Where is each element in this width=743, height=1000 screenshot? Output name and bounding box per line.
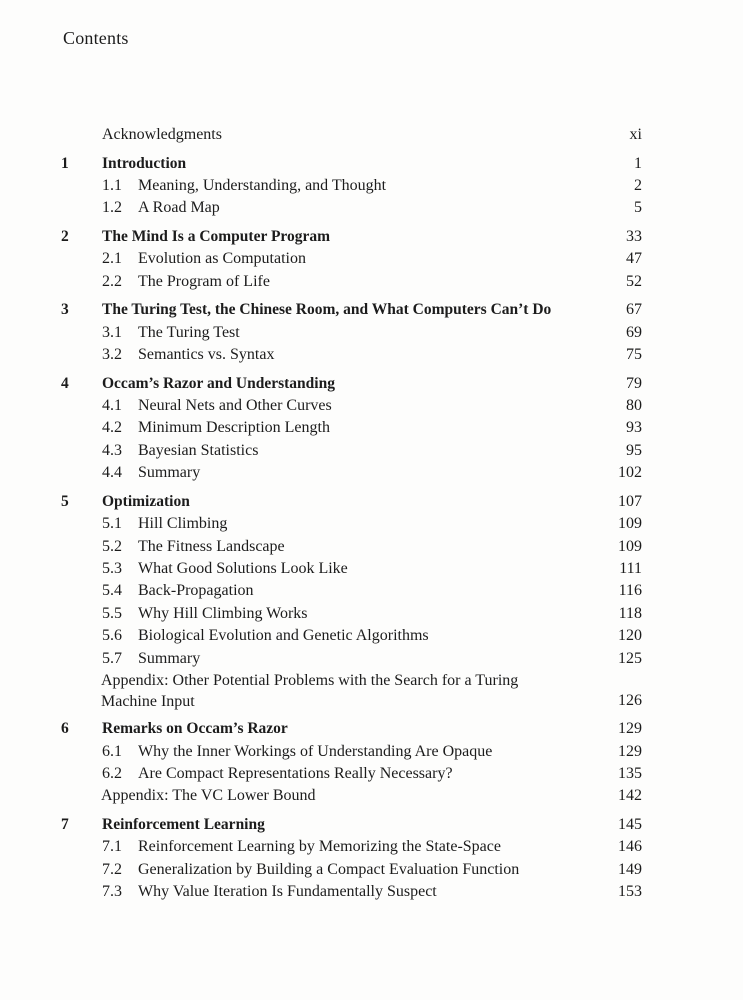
section-title: A Road Map: [138, 199, 220, 217]
title-line: Appendix: The VC Lower Bound: [101, 787, 316, 805]
entry-title: [102, 513, 227, 535]
toc-entry-section: [0, 197, 743, 219]
toc-entry-section: [0, 344, 743, 366]
section-title: Neural Nets and Other Curves: [138, 397, 332, 415]
section-title: The Program of Life: [138, 272, 270, 290]
entry-title: [102, 462, 200, 484]
page-number: 80: [626, 397, 642, 415]
entry-title: [102, 271, 270, 293]
entry-title: [102, 153, 186, 175]
entry-title: [102, 373, 335, 395]
section-title: Are Compact Representations Really Necessary?: [138, 764, 453, 782]
section-number: 2.2: [102, 272, 122, 290]
title-line: Optimization: [102, 492, 190, 510]
section-number: 3.1: [102, 323, 122, 341]
section-number: 5.6: [102, 627, 122, 645]
page-number: 135: [618, 764, 642, 782]
page-number: 79: [626, 374, 642, 392]
section-number: 6.1: [102, 742, 122, 760]
section-number: 2.1: [102, 250, 122, 268]
page-number: 1: [634, 154, 642, 172]
page-number: 93: [626, 419, 642, 437]
section-title: Biological Evolution and Genetic Algorithms: [138, 627, 429, 645]
toc-entry-appendix: [0, 785, 743, 807]
section-number: 5.5: [102, 604, 122, 622]
chapter-number: 2: [61, 227, 69, 245]
toc-entry-front: [0, 124, 743, 146]
page-number: 146: [618, 838, 642, 856]
toc-entry-section: [0, 648, 743, 670]
entry-title: [101, 670, 518, 712]
section-number: 5.3: [102, 559, 122, 577]
page-number: 120: [618, 627, 642, 645]
page-number: 153: [618, 883, 642, 901]
entry-title: [102, 603, 308, 625]
title-line: Appendix: Other Potential Problems with the Search for a Turing: [101, 671, 519, 689]
section-number: 1.2: [102, 199, 122, 217]
section-title: The Fitness Landscape: [138, 537, 285, 555]
title-line: Introduction: [102, 154, 187, 172]
page-number: 109: [618, 537, 642, 555]
entry-title: [102, 718, 288, 740]
page-number: 47: [626, 250, 642, 268]
page-number: 145: [618, 815, 642, 833]
page-number: 129: [618, 742, 642, 760]
toc-entry-section: [0, 558, 743, 580]
toc-entry-section: [0, 395, 743, 417]
section-number: 5.2: [102, 537, 122, 555]
section-title: The Turing Test: [138, 323, 240, 341]
page-number: 125: [618, 649, 642, 667]
section-title: Back-Propagation: [138, 582, 254, 600]
entry-title: [102, 175, 386, 197]
section-title: Why the Inner Workings of Understanding Are Opaque: [138, 742, 493, 760]
entry-title: [102, 763, 453, 785]
title-line: Reinforcement Learning: [102, 815, 265, 833]
section-number: 4.1: [102, 397, 122, 415]
page-number: 75: [626, 346, 642, 364]
entry-title: [102, 248, 306, 270]
entry-title: [102, 536, 285, 558]
section-number: 4.3: [102, 441, 122, 459]
toc-entry-chapter: [0, 153, 743, 175]
entry-title: [102, 625, 429, 647]
section-title: Generalization by Building a Compact Evaluation Function: [138, 860, 520, 878]
toc-entry-section: [0, 859, 743, 881]
section-title: Evolution as Computation: [138, 250, 306, 268]
section-number: 1.1: [102, 176, 122, 194]
entry-title: [102, 417, 330, 439]
entry-title: [102, 648, 200, 670]
title-line: Acknowledgments: [102, 126, 222, 143]
section-title: Reinforcement Learning by Memorizing the State-Space: [138, 838, 501, 856]
entry-title: [102, 322, 240, 344]
page-number: xi: [629, 126, 642, 143]
section-title: Bayesian Statistics: [138, 441, 259, 459]
toc-entry-section: [0, 836, 743, 858]
entry-title: [102, 344, 274, 366]
toc-entry-chapter: [0, 718, 743, 740]
section-number: 7.1: [102, 838, 122, 856]
page-number: 109: [618, 515, 642, 533]
toc-entry-section: [0, 271, 743, 293]
page-number: 126: [618, 691, 642, 709]
page-number: 102: [618, 464, 642, 482]
page-number: 33: [626, 227, 642, 245]
title-line: The Mind Is a Computer Program: [102, 227, 331, 245]
entry-title: [102, 814, 265, 836]
page-number: 107: [618, 492, 642, 510]
title-line: Occam’s Razor and Understanding: [102, 374, 335, 392]
toc-entry-section: [0, 248, 743, 270]
page-number: 118: [618, 604, 642, 622]
page-number: 116: [618, 582, 642, 600]
page-number: 95: [626, 441, 642, 459]
table-of-contents: [0, 124, 743, 903]
toc-entry-chapter: [0, 373, 743, 395]
page-number: 52: [626, 272, 642, 290]
section-number: 3.2: [102, 346, 122, 364]
toc-entry-chapter: [0, 491, 743, 513]
toc-entry-appendix: [0, 670, 743, 712]
section-title: Summary: [138, 649, 201, 667]
toc-entry-section: [0, 603, 743, 625]
entry-title: [102, 859, 519, 881]
toc-entry-chapter: [0, 226, 743, 248]
toc-entry-chapter: [0, 299, 743, 321]
entry-title: [102, 197, 220, 219]
section-number: 5.7: [102, 649, 122, 667]
chapter-number: 7: [61, 815, 69, 833]
title-line: The Turing Test, the Chinese Room, and What Computers Can’t Do: [102, 301, 552, 319]
entry-title: [102, 299, 551, 321]
chapter-number: 3: [61, 301, 69, 319]
page-number: 142: [618, 787, 642, 805]
entry-title: [102, 491, 190, 513]
entry-title: [102, 395, 332, 417]
section-number: 4.2: [102, 419, 122, 437]
toc-entry-section: [0, 462, 743, 484]
toc-entry-section: [0, 881, 743, 903]
section-title: Why Value Iteration Is Fundamentally Suspect: [138, 883, 437, 901]
section-number: 5.4: [102, 582, 122, 600]
section-title: Why Hill Climbing Works: [138, 604, 308, 622]
page-number: 2: [634, 176, 642, 194]
section-number: 7.2: [102, 860, 122, 878]
title-line-continued: Machine Input: [101, 692, 195, 710]
chapter-number: 5: [61, 492, 69, 510]
entry-title: [102, 440, 258, 462]
toc-entry-section: [0, 741, 743, 763]
toc-entry-section: [0, 580, 743, 602]
chapter-number: 1: [61, 154, 69, 172]
entry-title: [102, 580, 254, 602]
section-title: What Good Solutions Look Like: [138, 559, 348, 577]
section-title: Summary: [138, 464, 201, 482]
toc-entry-chapter: [0, 814, 743, 836]
toc-entry-section: [0, 440, 743, 462]
section-title: Minimum Description Length: [138, 419, 330, 437]
section-title: Meaning, Understanding, and Thought: [138, 176, 387, 194]
page-number: 5: [634, 199, 642, 217]
entry-title: [102, 741, 492, 763]
section-number: 5.1: [102, 515, 122, 533]
entry-title: [102, 836, 501, 858]
toc-entry-section: [0, 763, 743, 785]
title-line: Remarks on Occam’s Razor: [102, 720, 288, 738]
toc-entry-section: [0, 175, 743, 197]
section-title: Hill Climbing: [138, 515, 228, 533]
entry-title: [101, 785, 316, 806]
running-head: Contents: [63, 28, 129, 48]
chapter-number: 4: [61, 374, 69, 392]
entry-title: [102, 881, 437, 903]
section-number: 6.2: [102, 764, 122, 782]
entry-title: [102, 226, 330, 248]
page-number: 69: [626, 323, 642, 341]
section-title: Semantics vs. Syntax: [138, 346, 275, 364]
page-number: 129: [618, 720, 642, 738]
toc-entry-section: [0, 536, 743, 558]
toc-entry-section: [0, 625, 743, 647]
entry-title: [102, 124, 222, 146]
toc-entry-section: [0, 322, 743, 344]
page-number: 67: [626, 301, 642, 319]
entry-title: [102, 558, 348, 580]
chapter-number: 6: [61, 720, 69, 738]
page-number: 111: [619, 559, 642, 577]
page-number: 149: [618, 860, 642, 878]
section-number: 7.3: [102, 883, 122, 901]
section-number: 4.4: [102, 464, 122, 482]
toc-entry-section: [0, 513, 743, 535]
toc-entry-section: [0, 417, 743, 439]
